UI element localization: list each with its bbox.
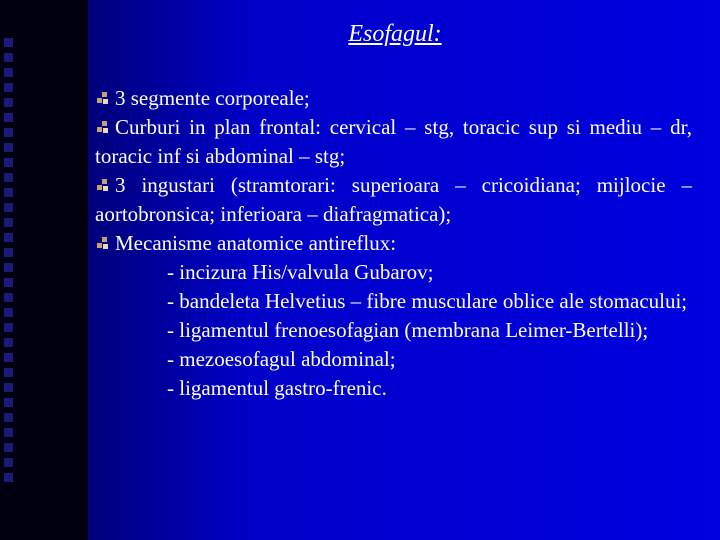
sub-item-4: - mezoesofagul abdominal;	[167, 347, 396, 371]
bullet-item-text: 3 ingustari (stramtorari: superioara – cricoidiana; mijlocie – aortobronsica; inferioara – diafragmatica);	[95, 173, 692, 226]
bullet-item-4	[95, 229, 692, 258]
bullet-item-3	[95, 171, 692, 229]
bullet-item-text: Mecanisme anatomice antireflux:	[115, 231, 397, 255]
slide-content	[95, 84, 692, 403]
sub-item-1: - incizura His/valvula Gubarov;	[167, 260, 434, 284]
square-bullet-icon	[95, 237, 109, 251]
square-bullet-icon	[95, 121, 109, 135]
bullet-item-text: 3 segmente corporeale;	[115, 86, 310, 110]
sub-item-3	[95, 316, 692, 345]
square-column-decoration	[4, 38, 18, 488]
square-bullet-icon	[95, 92, 109, 106]
bullet-item-1	[95, 84, 692, 113]
sub-item-5: - ligamentul gastro-frenic.	[167, 376, 387, 400]
sub-item-text: - bandeleta Helvetius – fibre musculare oblice ale stomacului;	[167, 289, 688, 313]
bullet-item-2	[95, 113, 692, 171]
sub-item-text: - ligamentul frenoesofagian (membrana Leimer-Bertelli);	[167, 318, 649, 342]
left-decorative-strip	[0, 0, 88, 540]
square-bullet-icon	[95, 179, 109, 193]
slide-title: Esofagul:	[348, 21, 442, 47]
bullet-item-text: Curburi in plan frontal: cervical – stg, toracic sup si mediu – dr, toracic inf si abdominal – stg;	[95, 115, 692, 168]
sub-item-2	[95, 287, 692, 316]
